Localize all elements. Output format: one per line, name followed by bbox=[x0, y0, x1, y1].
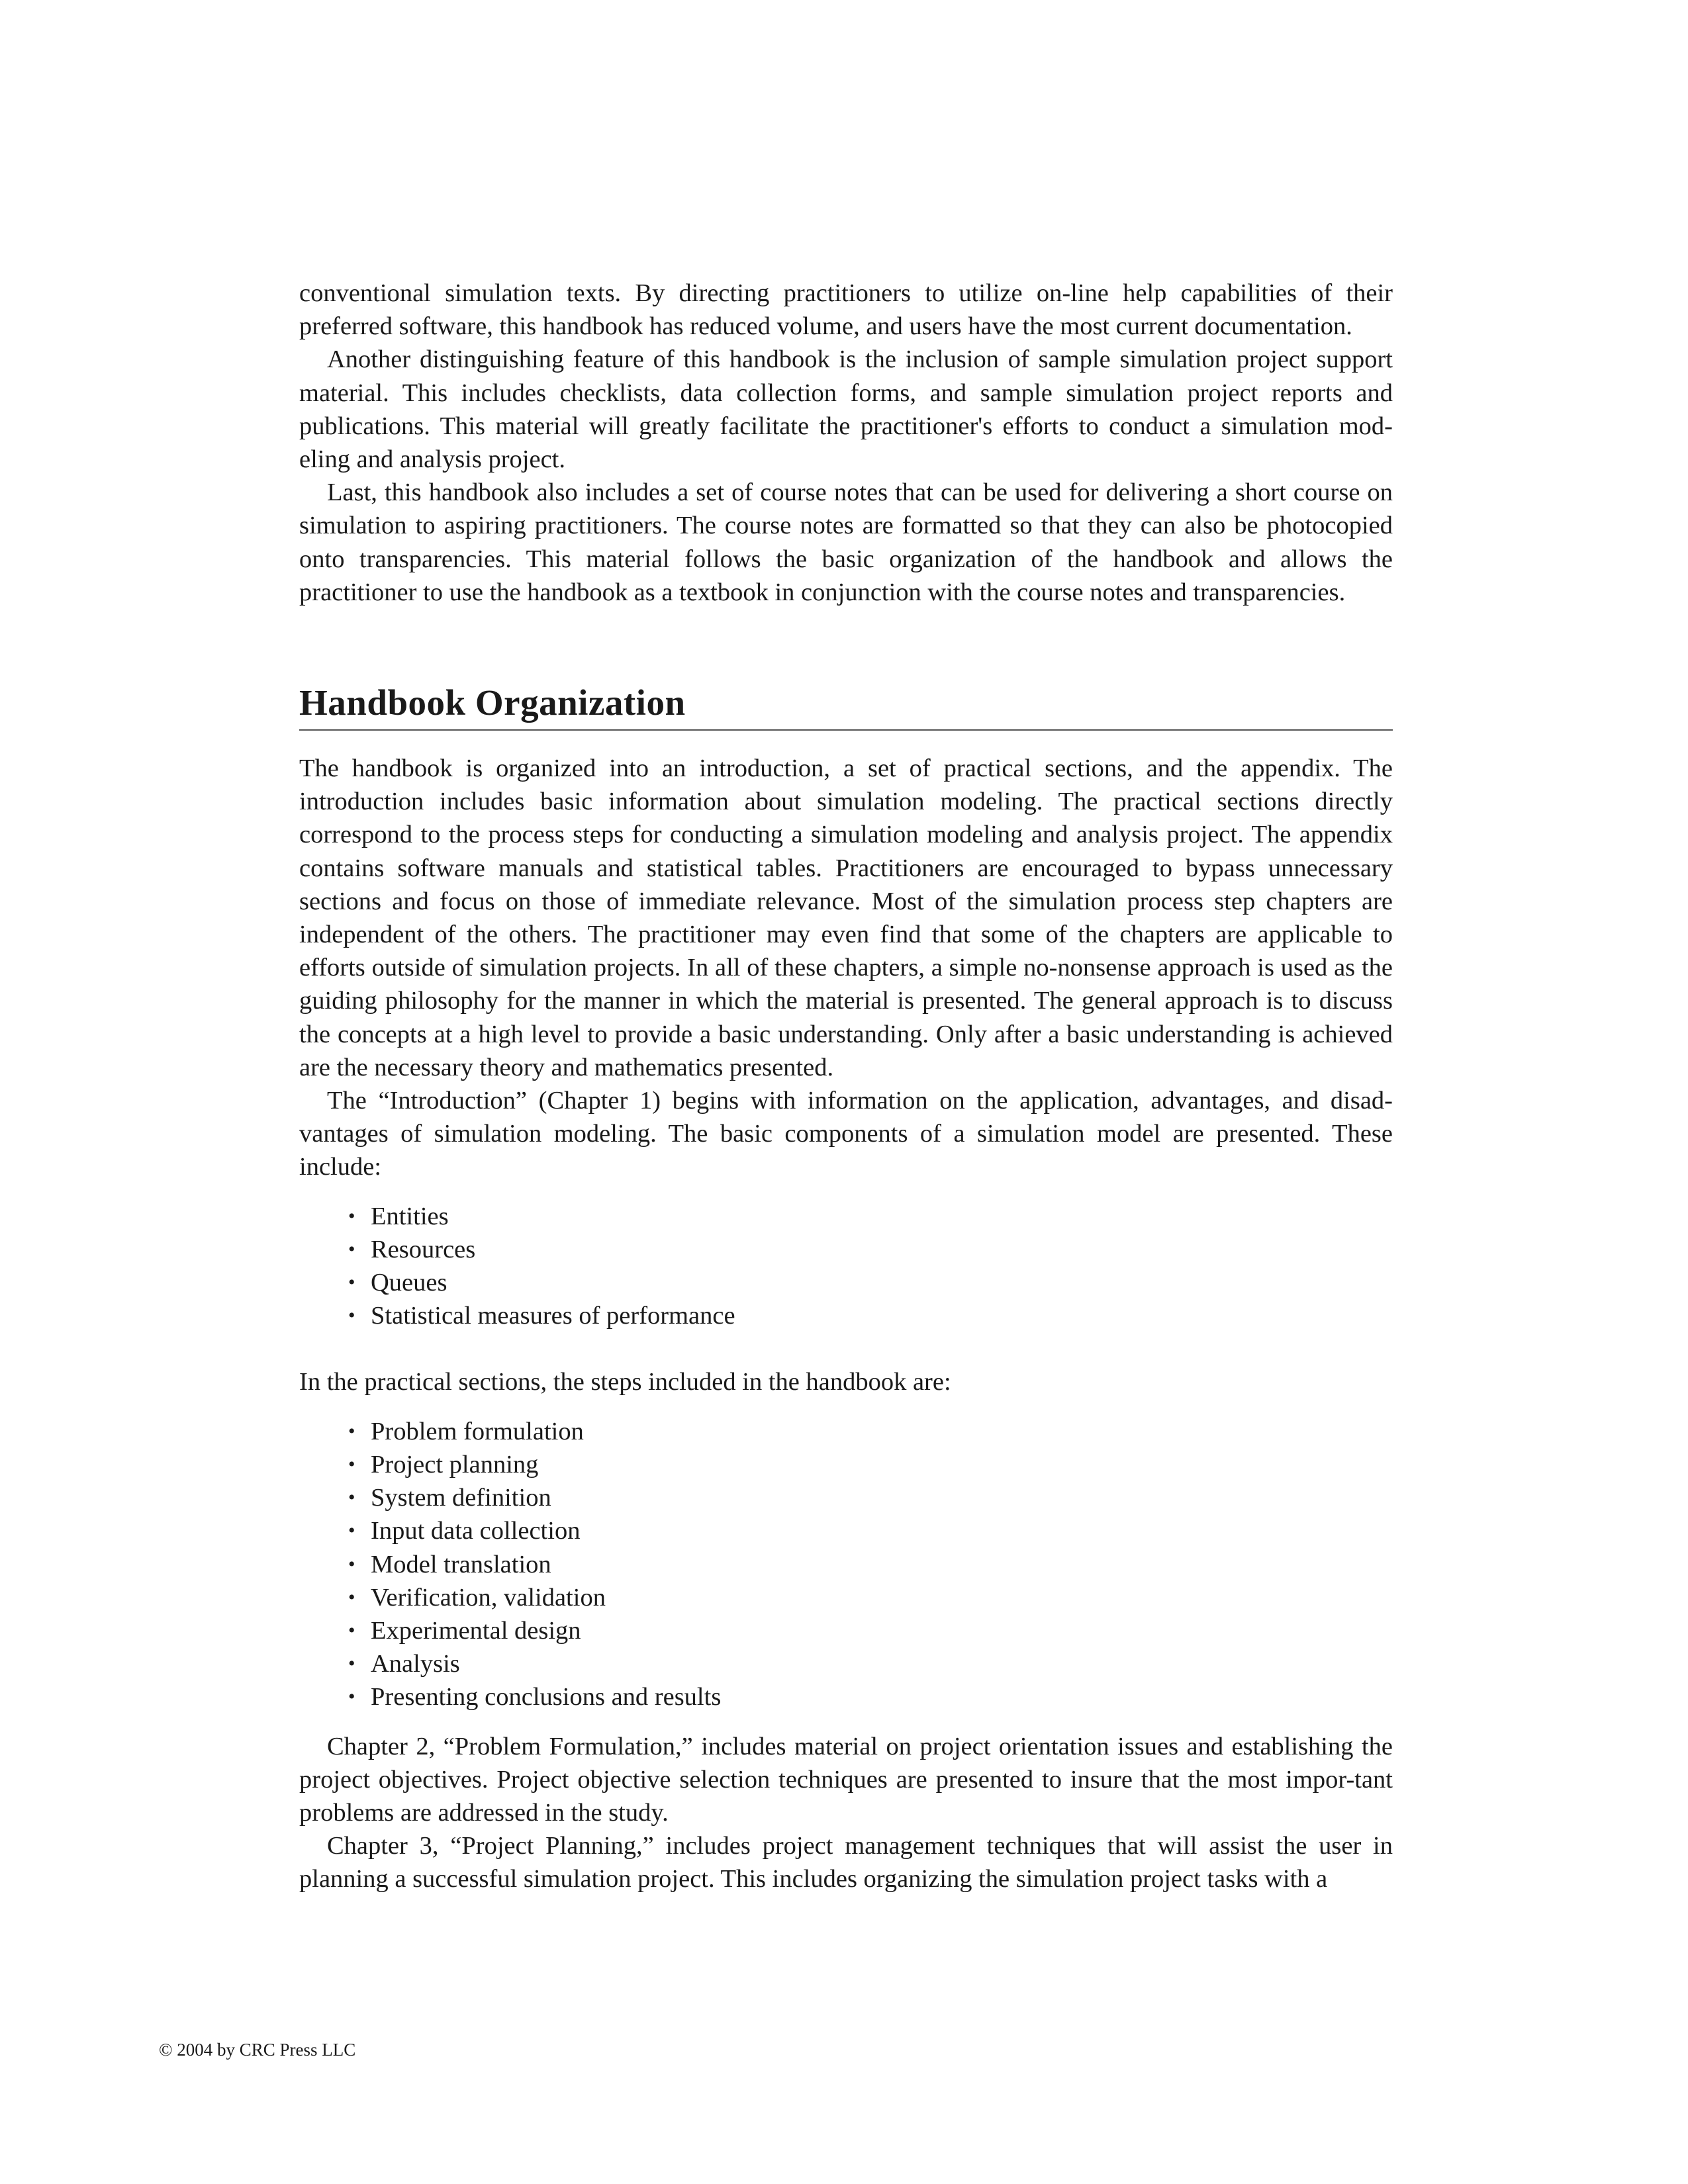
bullet-icon: • bbox=[348, 1420, 355, 1442]
list-item-label: Project planning bbox=[371, 1450, 539, 1479]
list-item-label: System definition bbox=[371, 1484, 551, 1512]
steps-list bbox=[299, 1415, 1393, 1714]
list-item-label: Problem formulation bbox=[371, 1417, 584, 1445]
list-item-label: Analysis bbox=[371, 1650, 460, 1678]
list-item-label: Entities bbox=[371, 1202, 449, 1230]
list-item bbox=[339, 1548, 1393, 1581]
section-paragraph-2: The “Introduction” (Chapter 1) begins with information on the application, advantages, and disad-vantages of simulation modeling. The basic components of a simulation model are presented. These include: bbox=[299, 1087, 1393, 1181]
bullet-icon: • bbox=[348, 1205, 355, 1227]
list-item-label: Queues bbox=[371, 1269, 447, 1297]
bullet-icon: • bbox=[348, 1486, 355, 1509]
list-item-label: Verification, validation bbox=[371, 1583, 606, 1612]
steps-intro: In the practical sections, the steps included in the handbook are: bbox=[299, 1368, 951, 1396]
list-item bbox=[339, 1680, 1393, 1713]
list-item-label: Model translation bbox=[371, 1550, 551, 1578]
section-paragraph-4: Chapter 3, “Project Planning,” includes project management techniques that will assist the user in planning a successful simulation project. This includes organizing the simulation project tasks with a bbox=[299, 1832, 1393, 1893]
list-item bbox=[339, 1647, 1393, 1680]
list-item bbox=[339, 1266, 1393, 1299]
list-item bbox=[339, 1448, 1393, 1481]
copyright-footer: © 2004 by CRC Press LLC bbox=[159, 2040, 356, 2060]
list-item bbox=[339, 1481, 1393, 1514]
body-paragraph-1: conventional simulation texts. By directing practitioners to utilize on-line help capabilities of their preferred software, this handbook has reduced volume, and users have the most current documentation. bbox=[299, 279, 1393, 341]
section-paragraph-3: Chapter 2, “Problem Formulation,” includes material on project orientation issues and establishing the project objectives. Project objective selection techniques are presented to insure that the most impor-tant problems are addressed in the study. bbox=[299, 1732, 1393, 1827]
list-item bbox=[339, 1233, 1393, 1266]
bullet-icon: • bbox=[348, 1619, 355, 1641]
section-paragraph-1: The handbook is organized into an introduction, a set of practical sections, and the appendix. The introduction includes basic information about simulation modeling. The practical sections directly correspond to the process steps for conducting a simulation modeling and analysis project. The appendix contains software manuals and statistical tables. Practitioners are encouraged to bypass unnecessary sections and focus on those of immediate relevance. Most of the simulation process step chapters are independent of the others. The practitioner may even find that some of the chapters are applicable to efforts outside of simulation projects. In all of these chapters, a simple no-nonsense approach is used as the guiding philosophy for the manner in which the material is presented. The general approach is to discuss the concepts at a high level to provide a basic understanding. Only after a basic understanding is achieved are the necessary theory and mathematics presented. bbox=[299, 754, 1393, 1081]
bullet-icon: • bbox=[348, 1586, 355, 1608]
bullet-icon: • bbox=[348, 1304, 355, 1327]
list-item bbox=[339, 1200, 1393, 1233]
list-item bbox=[339, 1415, 1393, 1448]
bullet-icon: • bbox=[348, 1453, 355, 1475]
list-item-label: Presenting conclusions and results bbox=[371, 1683, 722, 1711]
section-heading: Handbook Organization bbox=[299, 682, 1393, 731]
list-item bbox=[339, 1581, 1393, 1614]
page-content bbox=[299, 277, 1393, 1896]
list-item-label: Experimental design bbox=[371, 1616, 581, 1645]
list-item-label: Resources bbox=[371, 1235, 476, 1263]
body-paragraph-3: Last, this handbook also includes a set of course notes that can be used for delivering a short course on simulation to aspiring practitioners. The course notes are formatted so that they can also be photocopied onto transparencies. This material follows the basic organization of the handbook and allows the practitioner to use the handbook as a textbook in conjunction with the course notes and transparencies. bbox=[299, 478, 1393, 606]
list-item-label: Input data collection bbox=[371, 1517, 581, 1545]
body-paragraph-2: Another distinguishing feature of this handbook is the inclusion of sample simulation project support material. This includes checklists, data collection forms, and sample simulation project reports and publications. This material will greatly facilitate the practitioner's efforts to conduct a simulation mod-eling and analysis project. bbox=[299, 345, 1393, 474]
list-item bbox=[339, 1299, 1393, 1332]
bullet-icon: • bbox=[348, 1271, 355, 1294]
components-list bbox=[299, 1200, 1393, 1333]
bullet-icon: • bbox=[348, 1553, 355, 1575]
list-item bbox=[339, 1614, 1393, 1647]
bullet-icon: • bbox=[348, 1520, 355, 1542]
bullet-icon: • bbox=[348, 1653, 355, 1675]
list-item-label: Statistical measures of performance bbox=[371, 1302, 735, 1330]
bullet-icon: • bbox=[348, 1238, 355, 1260]
bullet-icon: • bbox=[348, 1686, 355, 1708]
list-item bbox=[339, 1514, 1393, 1547]
